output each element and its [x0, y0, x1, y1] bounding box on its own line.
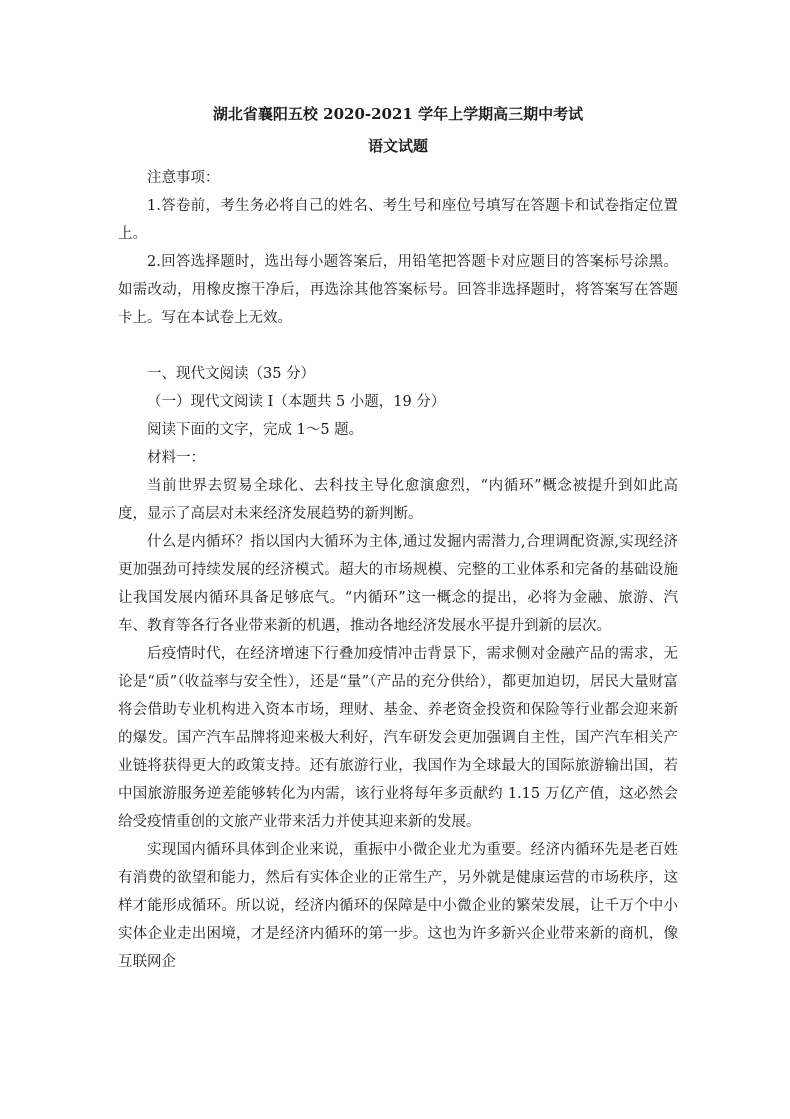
body-paragraph-2: 什么是内循环？指以国内大循环为主体,通过发掘内需潜力,合理调配资源,实现经济更加强劲可持续发展的经济模式。超大的市场规模、完整的工业体系和完备的基础设施让我国发展内循环具备足够底气。“内循环”这一概念的提出，必将为金融、旅游、汽车、教育等各行各业带来新的机遇，推动各地经济发展水平提升到新的层次。	[118, 534, 678, 634]
exam-subtitle: 语文试题	[367, 137, 428, 155]
exam-title: 湖北省襄阳五校 2020-2021 学年上学期高三期中考试	[212, 105, 584, 123]
material-label: 材料一：	[147, 450, 205, 466]
body-paragraph-3: 后疫情时代，在经济增速下行叠加疫情冲击背景下，需求侧对金融产品的需求，无论是“质”（收益率与安全性），还是“量”（产品的充分供给），都更加迫切，居民大量财富将会借助专业机构进入资本市场，理财、基金、养老资金投资和保险等行业都会迎来新的爆发。国产汽车品牌将迎来极大利好，汽车研发会更加强调自主性，国产汽车相关产业链将获得更大的政策支持。还有旅游行业，我国作为全球最大的国际旅游输出国，若中国旅游服务逆差能够转化为内需，该行业将每年多贡献约 1.15 万亿产值，这必然会给受疫情重创的文旅产业带来活力并使其迎来新的发展。	[118, 646, 678, 830]
body-paragraph-4: 实现国内循环具体到企业来说，重振中小微企业尤为重要。经济内循环先是老百姓有消费的欲望和能力，然后有实体企业的正常生产，另外就是健康运营的市场秩序，这样才能形成循环。所以说，经济内循环的保障是中小微企业的繁荣发展，让千万个中小实体企业走出困境，才是经济内循环的第一步。这也为许多新兴企业带来新的商机，像互联网企	[118, 842, 678, 970]
notes-item-2: 2.回答选择题时，选出每小题答案后，用铅笔把答题卡对应题目的答案标号涂黑。如需改动，用橡皮擦干净后，再选涂其他答案标号。回答非选择题时，将答案写在答题卡上。写在本试卷上无效。	[118, 254, 678, 326]
section-heading: 一、现代文阅读（35 分）	[147, 366, 316, 382]
body-paragraph-1: 当前世界去贸易全球化、去科技主导化愈演愈烈，“内循环”概念被提升到如此高度，显示了高层对未来经济发展趋势的新判断。	[118, 478, 678, 522]
section-sub-heading: （一）现代文阅读 I（本题共 5 小题，19 分）	[147, 394, 446, 410]
spacer	[118, 332, 678, 360]
exam-page	[118, 100, 678, 976]
notes-item-1: 1.答卷前，考生务必将自己的姓名、考生号和座位号填写在答题卡和试卷指定位置上。	[118, 198, 678, 242]
notes-heading: 注意事项：	[147, 170, 220, 186]
section-instruction: 阅读下面的文字，完成 1～5 题。	[147, 422, 364, 438]
